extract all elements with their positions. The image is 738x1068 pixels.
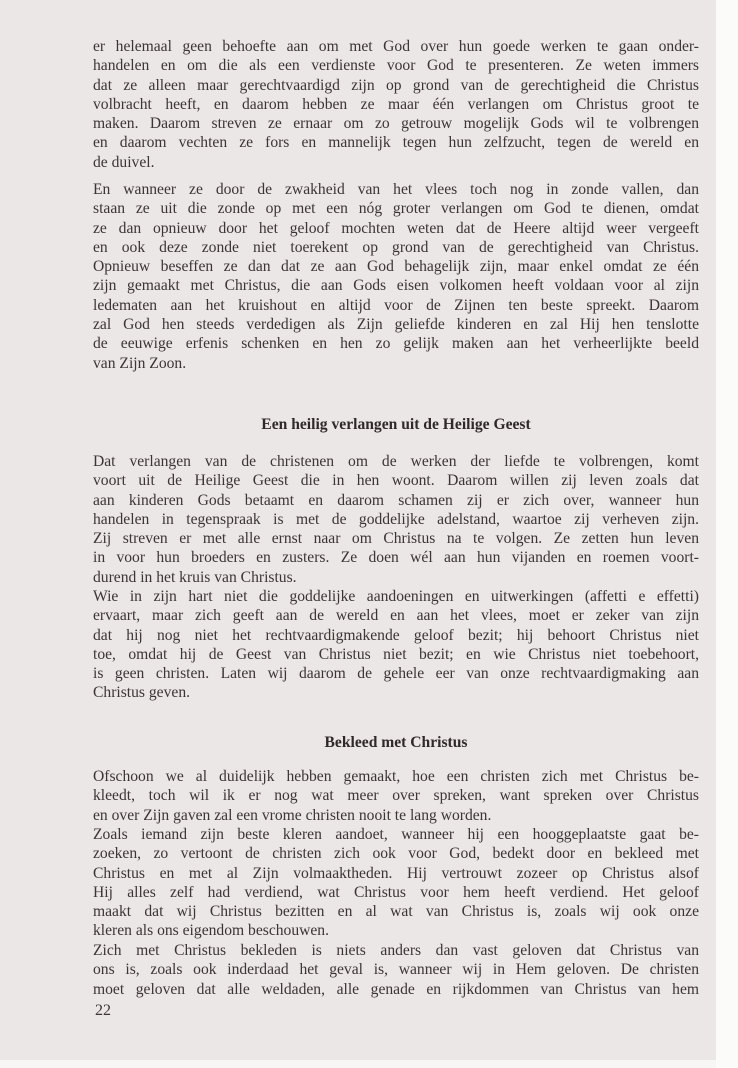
text-line: de duivel. — [93, 153, 155, 171]
paragraph — [93, 825, 699, 941]
text-line: kleedt, toch wil ik er nog wat meer over spreken, want spreken over Christus — [93, 787, 699, 805]
text-line: handelen en om die als een verdienste voor God te presenteren. Ze weten immers — [93, 57, 699, 75]
paragraph — [93, 587, 699, 703]
text-line: ledematen aan het kruishout en altijd voor de Zijnen ten beste spreekt. Daarom — [93, 296, 699, 314]
text-line: zoeken, zo vertoont de christen zich ook voor God, bedekt door en bekleed met — [93, 845, 699, 863]
section-heading: Een heilig verlangen uit de Heilige Geest — [261, 416, 531, 433]
paragraph — [93, 37, 699, 172]
page-number: 22 — [95, 1002, 111, 1019]
text-line: Zich met Christus bekleden is niets anders dan vast geloven dat Christus van — [93, 942, 699, 959]
text-line: de eeuwige erfenis schenken en hen zo gelijk maken aan het verheerlijkte beeld — [93, 335, 699, 353]
text-line: Christus en met al Zijn volmaaktheden. Hij vertrouwt zozeer op Christus alsof — [93, 864, 699, 882]
text-line: dat hij nog niet het rechtvaardigmakende geloof bezit; hij behoort Christus niet — [93, 626, 699, 644]
text-line: Opnieuw beseffen ze dan dat ze aan God behagelijk zijn, maar enkel omdat ze één — [93, 258, 699, 276]
text-line: handelen in tegenspraak is met de goddelijke adelstand, waartoe zij verheven zijn. — [93, 510, 699, 528]
paragraph — [93, 767, 699, 825]
text-line: kleren als ons eigendom beschouwen. — [93, 922, 330, 940]
text-line: toe, omdat hij de Geest van Christus niet bezit; en wie Christus niet toebehoort, — [93, 645, 699, 663]
text-line: zijn gemaakt met Christus, die aan Gods eisen volkomen heeft voldaan voor al zijn — [93, 277, 699, 295]
text-line: ons is, zoals ook inderdaad het geval is, wanneer wij in Hem geloven. De christen — [93, 961, 699, 979]
text-line: Zij streven er met alle ernst naar om Christus na te volgen. Ze zetten hun leven — [93, 530, 699, 548]
text-line: Hij alles zelf had verdiend, wat Christus voor hem heeft verdiend. Het geloof — [93, 883, 699, 901]
text-line: volbracht heeft, en daarom hebben ze maar één verlangen om Christus groot te — [93, 95, 699, 113]
text-line: staan ze uit die zonde op met een nóg groter verlangen om God te dienen, omdat — [93, 200, 699, 218]
text-line: ervaart, maar zich geeft aan de wereld en aan het vlees, moet er zeker van zijn — [93, 607, 699, 625]
text-line: en ook deze zonde niet toerekent op grond van de gerechtigheid van Christus. — [93, 238, 699, 256]
text-line: aan kinderen Gods betaamt en daarom schamen zij er zich over, wanneer hun — [93, 491, 699, 509]
text-line: voort uit de Heilige Geest die in hen woont. Daarom willen zij leven zoals dat — [93, 472, 699, 490]
text-line: van Zijn Zoon. — [93, 354, 187, 372]
text-line: en over Zijn gaven zal een vrome christen nooit te lang worden. — [93, 806, 492, 824]
text-line: er helemaal geen behoefte aan om met God over hun goede werken te gaan onder- — [93, 38, 699, 55]
text-line: in voor hun broeders en zusters. Ze doen wél aan hun vijanden en roemen voort- — [93, 549, 699, 567]
text-line: zal God hen steeds verdedigen als Zijn geliefde kinderen en zal Hij hen tenslotte — [93, 316, 699, 334]
section-heading: Bekleed met Christus — [324, 734, 468, 751]
text-line: Wie in zijn hart niet die goddelijke aandoeningen en uitwerkingen (affetti e effetti) — [93, 588, 699, 605]
text-line: moet geloven dat alle weldaden, alle genade en rijkdommen van Christus van hem — [93, 980, 699, 998]
text-line: is geen christen. Laten wij daarom de gehele eer van onze rechtvaardigmaking aan — [93, 665, 699, 683]
text-line: en daarom vechten ze fors en mannelijk tegen hun zelfzucht, tegen de wereld en — [93, 134, 699, 152]
text-line: durend in het kruis van Christus. — [93, 568, 297, 586]
text-line: maakt dat wij Christus bezitten en al wat van Christus is, zoals wij ook onze — [93, 903, 699, 921]
paragraph — [93, 180, 699, 373]
text-line: maken. Daarom streven ze ernaar om zo getrouw mogelijk Gods wil te volbrengen — [93, 115, 699, 133]
paragraph — [93, 452, 699, 587]
page-edge — [716, 0, 738, 1068]
text-line: Christus geven. — [93, 684, 191, 702]
paragraph — [93, 941, 699, 999]
text-line: Ofschoon we al duidelijk hebben gemaakt, hoe een christen zich met Christus be- — [93, 768, 699, 785]
text-line: dat ze alleen maar gerechtvaardigd zijn op grond van de gerechtigheid die Christus — [93, 76, 699, 94]
text-line: ze dan opnieuw door het geloof mochten weten dat de Heere altijd weer vergeeft — [93, 219, 699, 237]
text-line: En wanneer ze door de zwakheid van het vlees toch nog in zonde vallen, dan — [93, 181, 699, 198]
text-line: Dat verlangen van de christenen om de werken der liefde te volbrengen, komt — [93, 453, 699, 470]
text-line: Zoals iemand zijn beste kleren aandoet, wanneer hij een hooggeplaatste gaat be- — [93, 826, 699, 843]
